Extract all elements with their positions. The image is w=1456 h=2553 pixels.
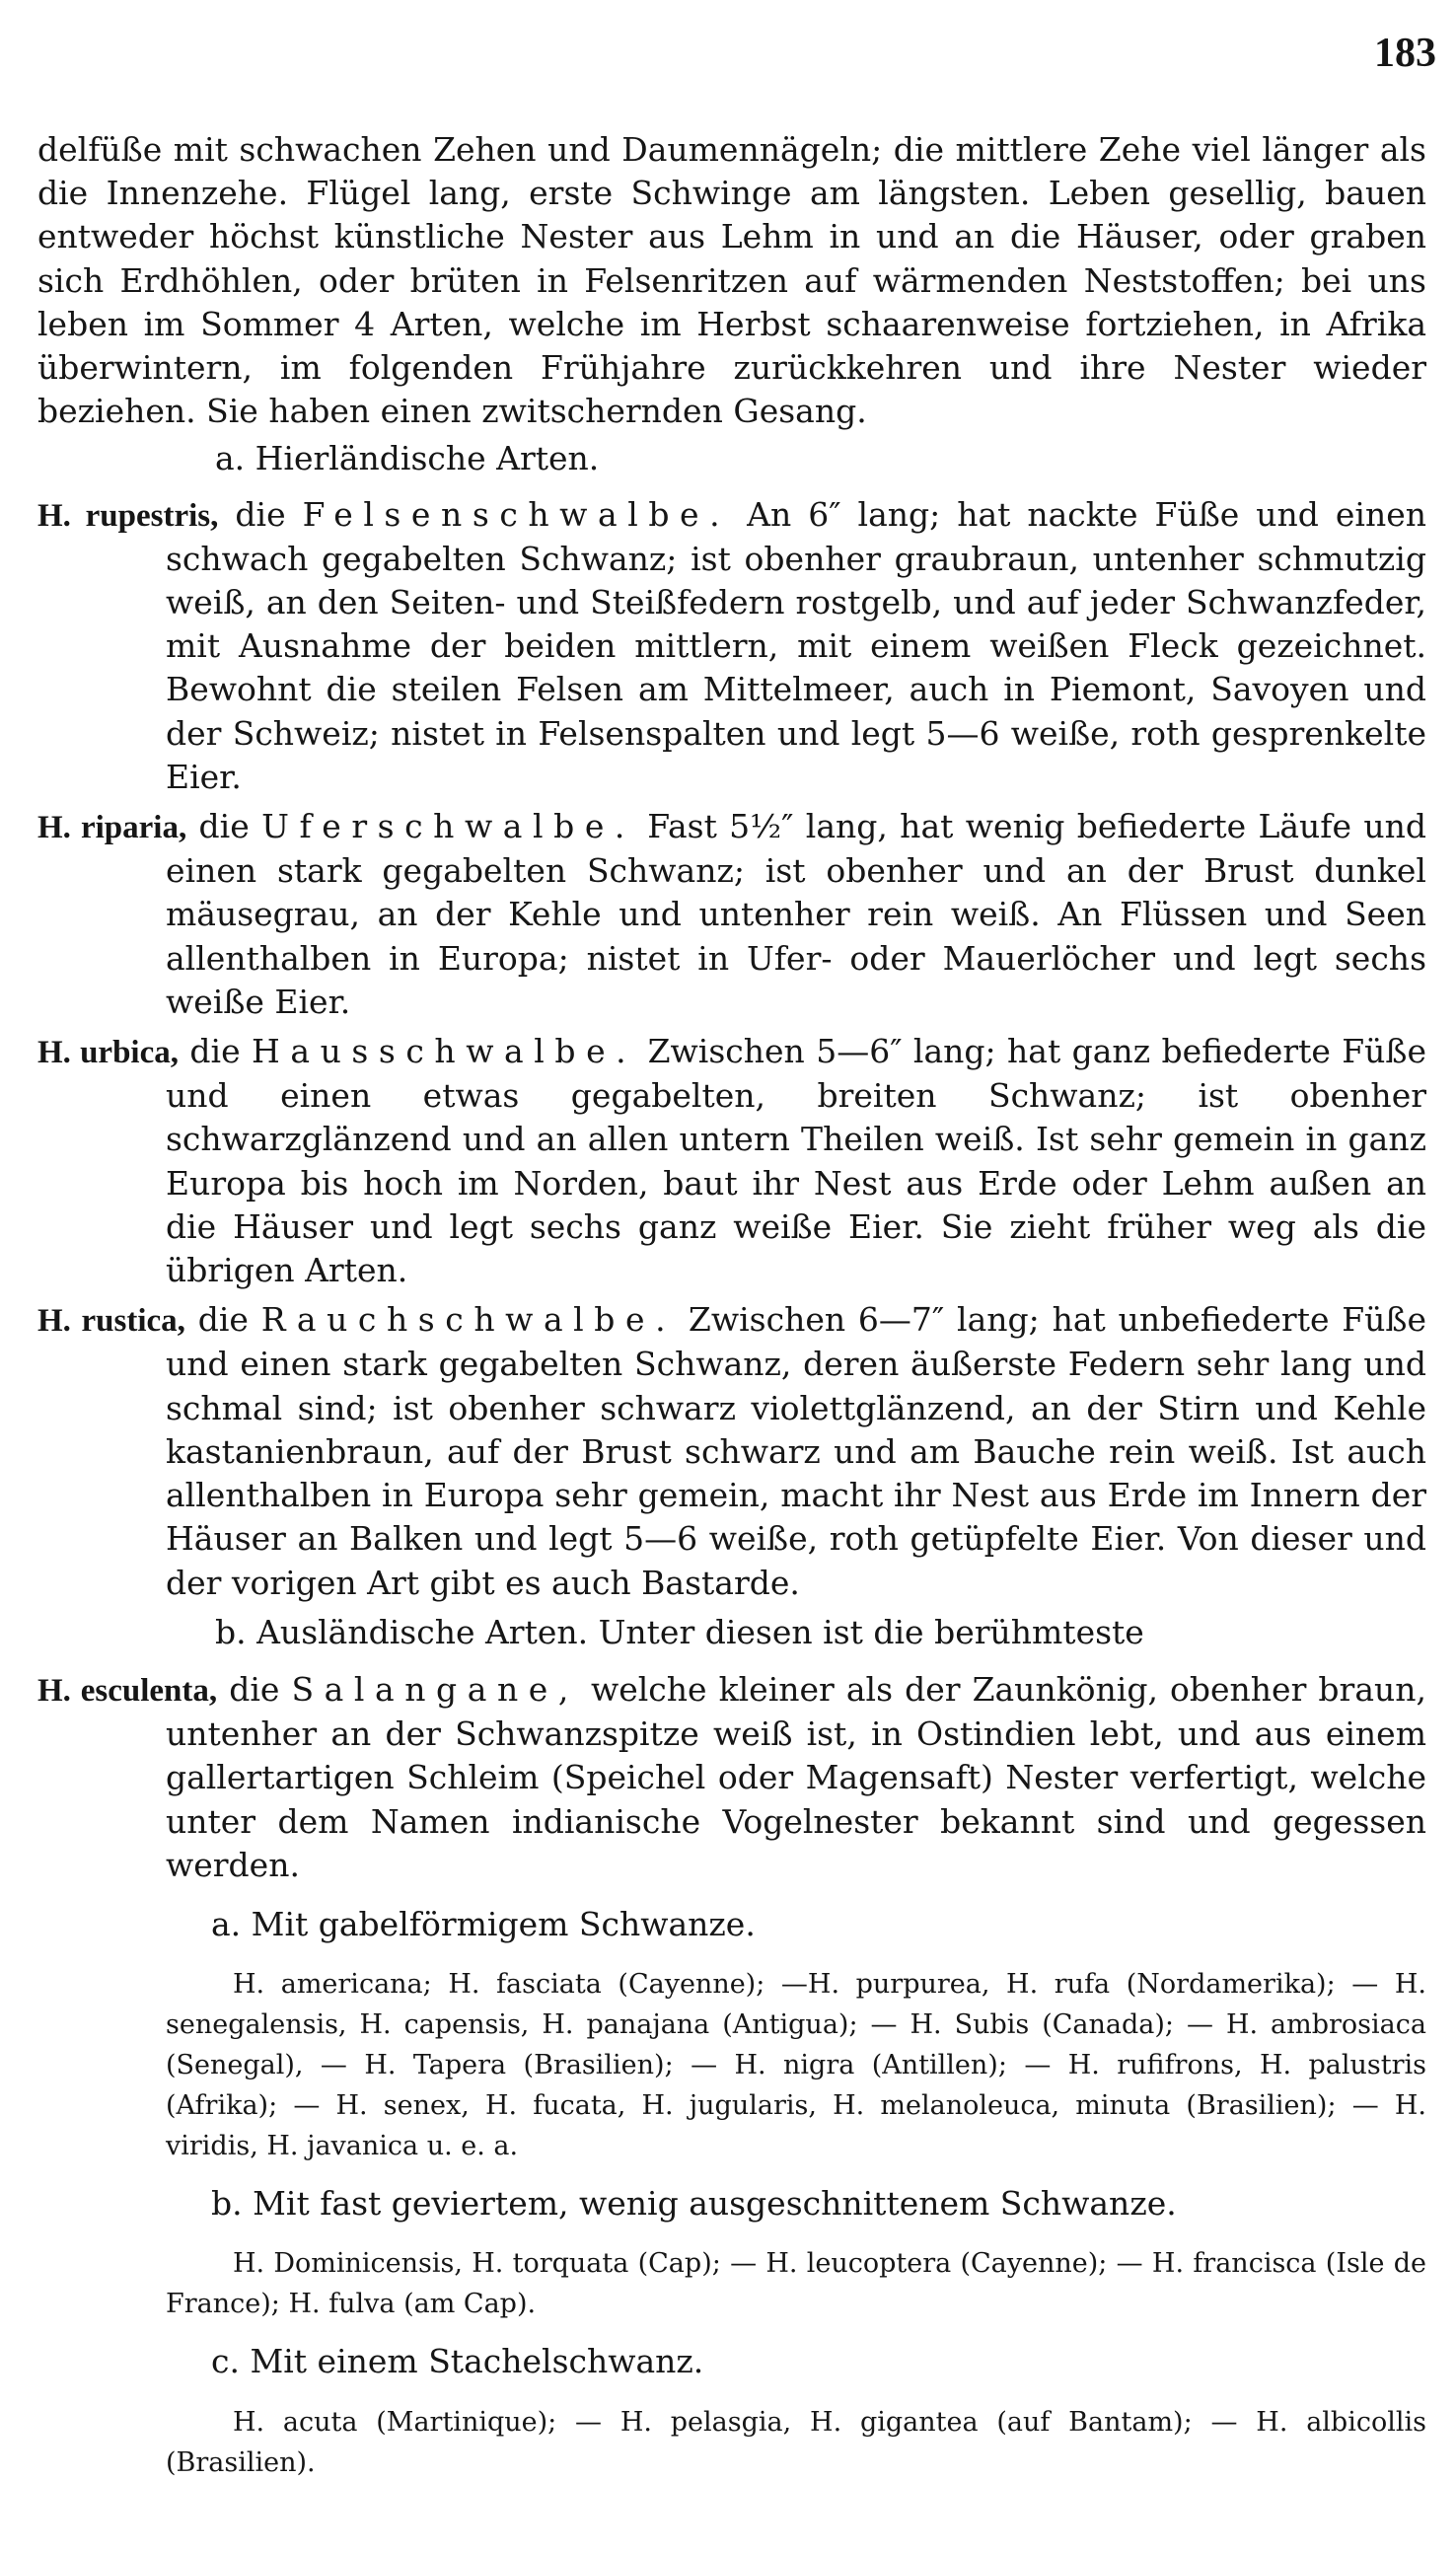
description: welche kleiner als der Zaunkönig, obenher braun, untenher an der Schwanzspitze weiß ist, in Ostindien lebt, und aus einem gallertartigen Schleim (Speichel oder Magensaft) Nester verfertigt, welche unter dem Namen indianische Vogelnester bekannt sind und gegessen werden.: [166, 1669, 1426, 1884]
species-list-a: H. americana; H. fasciata (Cayenne); —H. purpurea, H. rufa (Nordamerika); — H. senegalensis, H. capensis, H. panajana (Antigua); — H. Subis (Canada); — H. ambrosiaca (Senegal), — H. Tapera (Brasilien); — H. nigra (Antillen); — H. rufifrons, H. palustris (Afrika); — H. senex, H. fucata, H. jugularis, H. melanoleuca, minuta (Brasilien); — H. viridis, H. javanica u. e. a.: [166, 1969, 1426, 2162]
common-name: Rauchschwalbe.: [260, 1300, 677, 1340]
common-name: Uferschwalbe.: [261, 807, 635, 846]
section-heading-a: a. Hierländische Arten.: [215, 439, 600, 478]
article: die: [217, 1669, 292, 1709]
common-name: Felsenschwalbe.: [302, 494, 731, 534]
species-list-c: H. acuta (Martinique); — H. pelasgia, H. gigantea (auf Bantam); — H. albicollis (Brasilien).: [166, 2406, 1426, 2478]
subheading-b: b. Mit fast geviertem, wenig ausgeschnittenem Schwanze.: [211, 2184, 1177, 2224]
description: Fast 5½″ lang, hat wenig befiederte Läufe und einen stark gegabelten Schwanz; ist obenher und an der Brust dunkel mäusegrau, an der Kehle und untenher rein weiß. An Flüssen und Seen allenthalben in Europa; nistet in Ufer- oder Mauerlöcher und legt sechs weiße Eier.: [166, 807, 1426, 1021]
latin-name: H. esculenta,: [37, 1672, 218, 1709]
article: die: [186, 807, 262, 846]
description: Zwischen 5—6″ lang; hat ganz befiederte Füße und einen etwas gegabelten, breiten Schwanz; ist obenher schwarzglänzend und an allen untern Theilen weiß. Ist sehr gemein in ganz Europa bis hoch im Norden, baut ihr Nest aus Erde oder Lehm außen an die Häuser und legt sechs ganz weiße Eier. Sie zieht früher weg als die übrigen Arten.: [166, 1032, 1427, 1290]
page-number: 183: [1374, 31, 1436, 76]
article: die: [218, 494, 303, 534]
species-entry-rupestris: [37, 493, 1426, 799]
intro-paragraph: delfüße mit schwachen Zehen und Daumennägeln; die mittlere Zehe viel länger als die Innenzehe. Flügel lang, erste Schwinge am längsten. Leben gesellig, bauen entweder höchst künstliche Nester aus Lehm in und an die Häuser, oder graben sich Erdhöhlen, oder brüten in Felsenritzen auf wärmenden Neststoffen; bei uns leben im Sommer 4 Arten, welche im Herbst schaarenweise fortziehen, in Afrika überwintern, im folgenden Frühjahre zurückkehren und ihre Nester wieder beziehen. Sie haben einen zwitschernden Gesang.: [37, 130, 1426, 431]
latin-name: H. rustica,: [37, 1303, 185, 1340]
latin-name: H. riparia,: [37, 810, 187, 846]
description: An 6″ lang; hat nackte Füße und einen schwach gegabelten Schwanz; ist obenher graubraun, untenher schmutzig weiß, an den Seiten- und Steißfedern rostgelb, und auf jeder Schwanzfeder, mit Ausnahme der beiden mittlern, mit einem weißen Fleck gezeichnet. Bewohnt die steilen Felsen am Mittelmeer, auch in Piemont, Savoyen und der Schweiz; nistet in Felsenspalten und legt 5—6 weiße, roth gesprenkelte Eier.: [166, 494, 1426, 796]
subheading-a: a. Mit gabelförmigem Schwanze.: [211, 1904, 756, 1943]
species-entry-riparia: [37, 805, 1426, 1024]
latin-name: H. rupestris,: [37, 497, 219, 534]
description: Zwischen 6—7″ lang; hat unbefiederte Füße und einen stark gegabelten Schwanz, deren äußerste Federn sehr lang und schmal sind; ist obenher schwarz violettglänzend, an der Stirn und Kehle kastanienbraun, auf der Brust schwarz und am Bauche rein weiß. Ist auch allenthalben in Europa sehr gemein, macht ihr Nest aus Erde im Innern der Häuser an Balken und legt 5—6 weiße, roth getüpfelte Eier. Von dieser und der vorigen Art gibt es auch Bastarde.: [166, 1300, 1427, 1602]
species-list-b: H. Dominicensis, H. torquata (Cap); — H. leucoptera (Cayenne); — H. francisca (Isle de France); H. fulva (am Cap).: [166, 2248, 1426, 2320]
latin-name: H. urbica,: [37, 1035, 179, 1071]
article: die: [184, 1300, 261, 1340]
page-body: [37, 128, 1426, 2483]
section-heading-b: b. Ausländische Arten. Unter diesen ist die berühmteste: [215, 1612, 1144, 1651]
common-name: Salangane,: [291, 1669, 579, 1709]
species-entry-rustica: [37, 1298, 1426, 1604]
species-entry-esculenta: [37, 1668, 1426, 1887]
common-name: Hausschwalbe.: [252, 1032, 637, 1071]
subheading-c: c. Mit einem Stachelschwanz.: [211, 2342, 704, 2381]
species-entry-urbica: [37, 1030, 1426, 1292]
article: die: [179, 1032, 253, 1071]
